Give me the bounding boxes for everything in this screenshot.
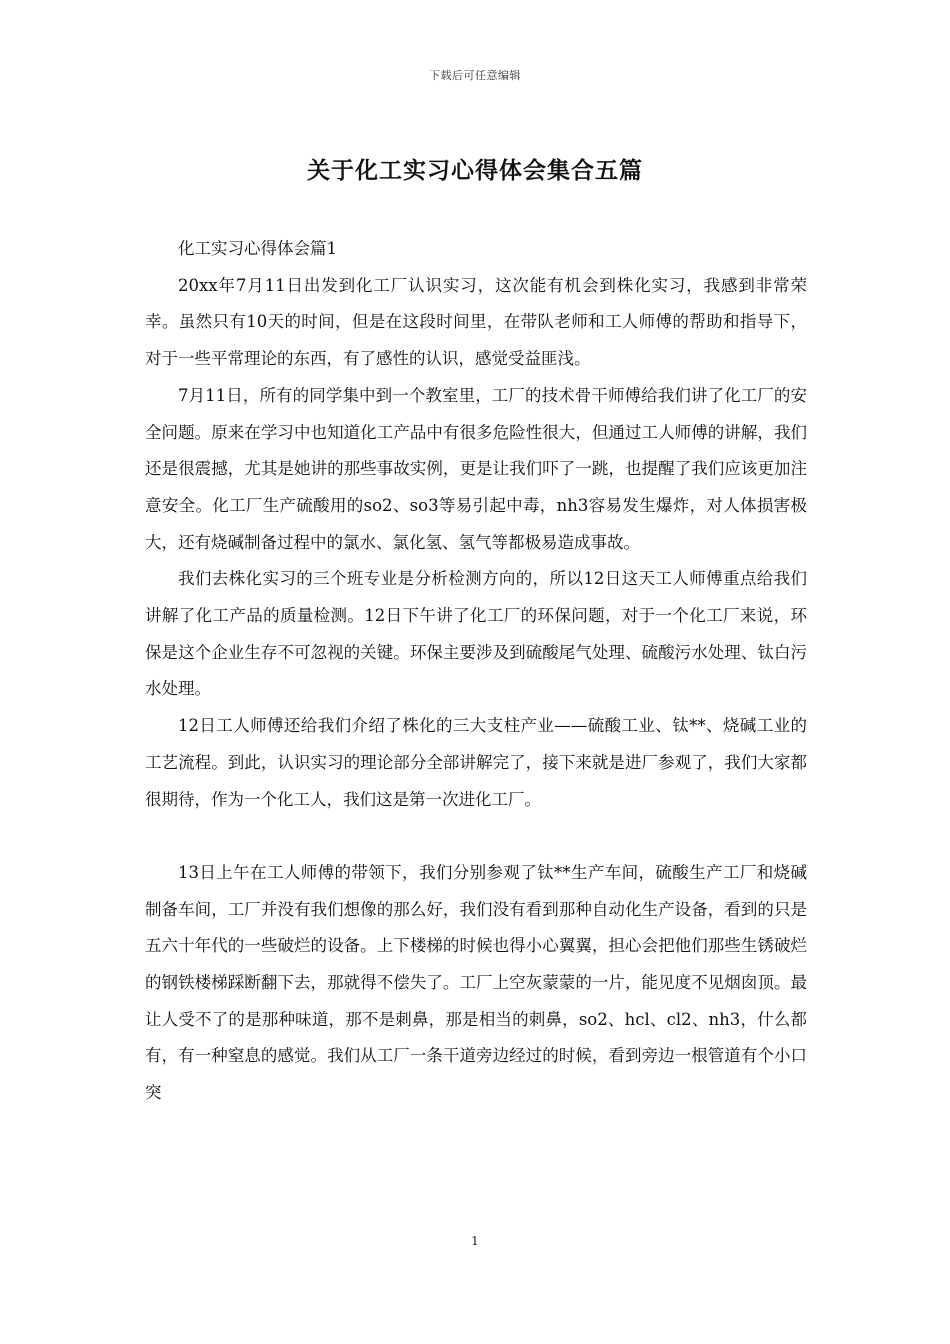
page-number: 1 [471,1234,479,1248]
paragraph: 13日上午在工人师傅的带领下，我们分别参观了钛**生产车间，硫酸生产工厂和烧碱制备车间，工厂并没有我们想像的那么好，我们没有看到那种自动化生产设备，看到的只是五六十年代的一些破烂的设备。上下楼梯的时候也得小心翼翼，担心会把他们那些生锈破烂的钢铁楼梯踩断翻下去，那就得不偿失了。工厂上空灰蒙蒙的一片，能见度不见烟囱顶。最让人受不了的是那种味道，那不是刺鼻，那是相当的刺鼻，so2、hcl、cl2、nh3，什么都有，有一种窒息的感觉。我们从工厂一条干道旁边经过的时候，看到旁边一根管道有个小口突 [145,862,807,1103]
paragraph: 我们去株化实习的三个班专业是分析检测方向的，所以12日这天工人师傅重点给我们讲解了化工产品的质量检测。12日下午讲了化工厂的环保问题，对于一个化工厂来说，环保是这个企业生存不可忽视的关键。环保主要涉及到硫酸尾气处理、硫酸污水处理、钛白污水处理。 [145,569,807,699]
paragraph: 7月11日，所有的同学集中到一个教室里，工厂的技术骨干师傅给我们讲了化工厂的安全问题。原来在学习中也知道化工产品中有很多危险性很大，但通过工人师傅的讲解，我们还是很震撼，尤其是她讲的那些事故实例，更是让我们吓了一跳，也提醒了我们应该更加注意安全。化工厂生产硫酸用的so2、so3等易引起中毒，nh3容易发生爆炸，对人体损害极大，还有烧碱制备过程中的氯水、氯化氢、氢气等都极易造成事故。 [145,385,807,552]
paragraph: 12日工人师傅还给我们介绍了株化的三大支柱产业——硫酸工业、钛**、烧碱工业的工艺流程。到此，认识实习的理论部分全部讲解完了，接下来就是进厂参观了，我们大家都很期待，作为一个化工人，我们这是第一次进化工厂。 [145,716,807,809]
page-header-note: 下载后可任意编辑 [429,69,521,82]
paragraph: 20xx年7月11日出发到化工厂认识实习，这次能有机会到株化实习，我感到非常荣幸。虽然只有10天的时间，但是在这段时间里，在带队老师和工人师傅的帮助和指导下，对于一些平常理论的东西，有了感性的认识，感觉受益匪浅。 [145,275,807,369]
section-heading: 化工实习心得体会篇1 [178,239,337,258]
document-body [145,231,807,1112]
document-title: 关于化工实习心得体会集合五篇 [307,157,643,184]
